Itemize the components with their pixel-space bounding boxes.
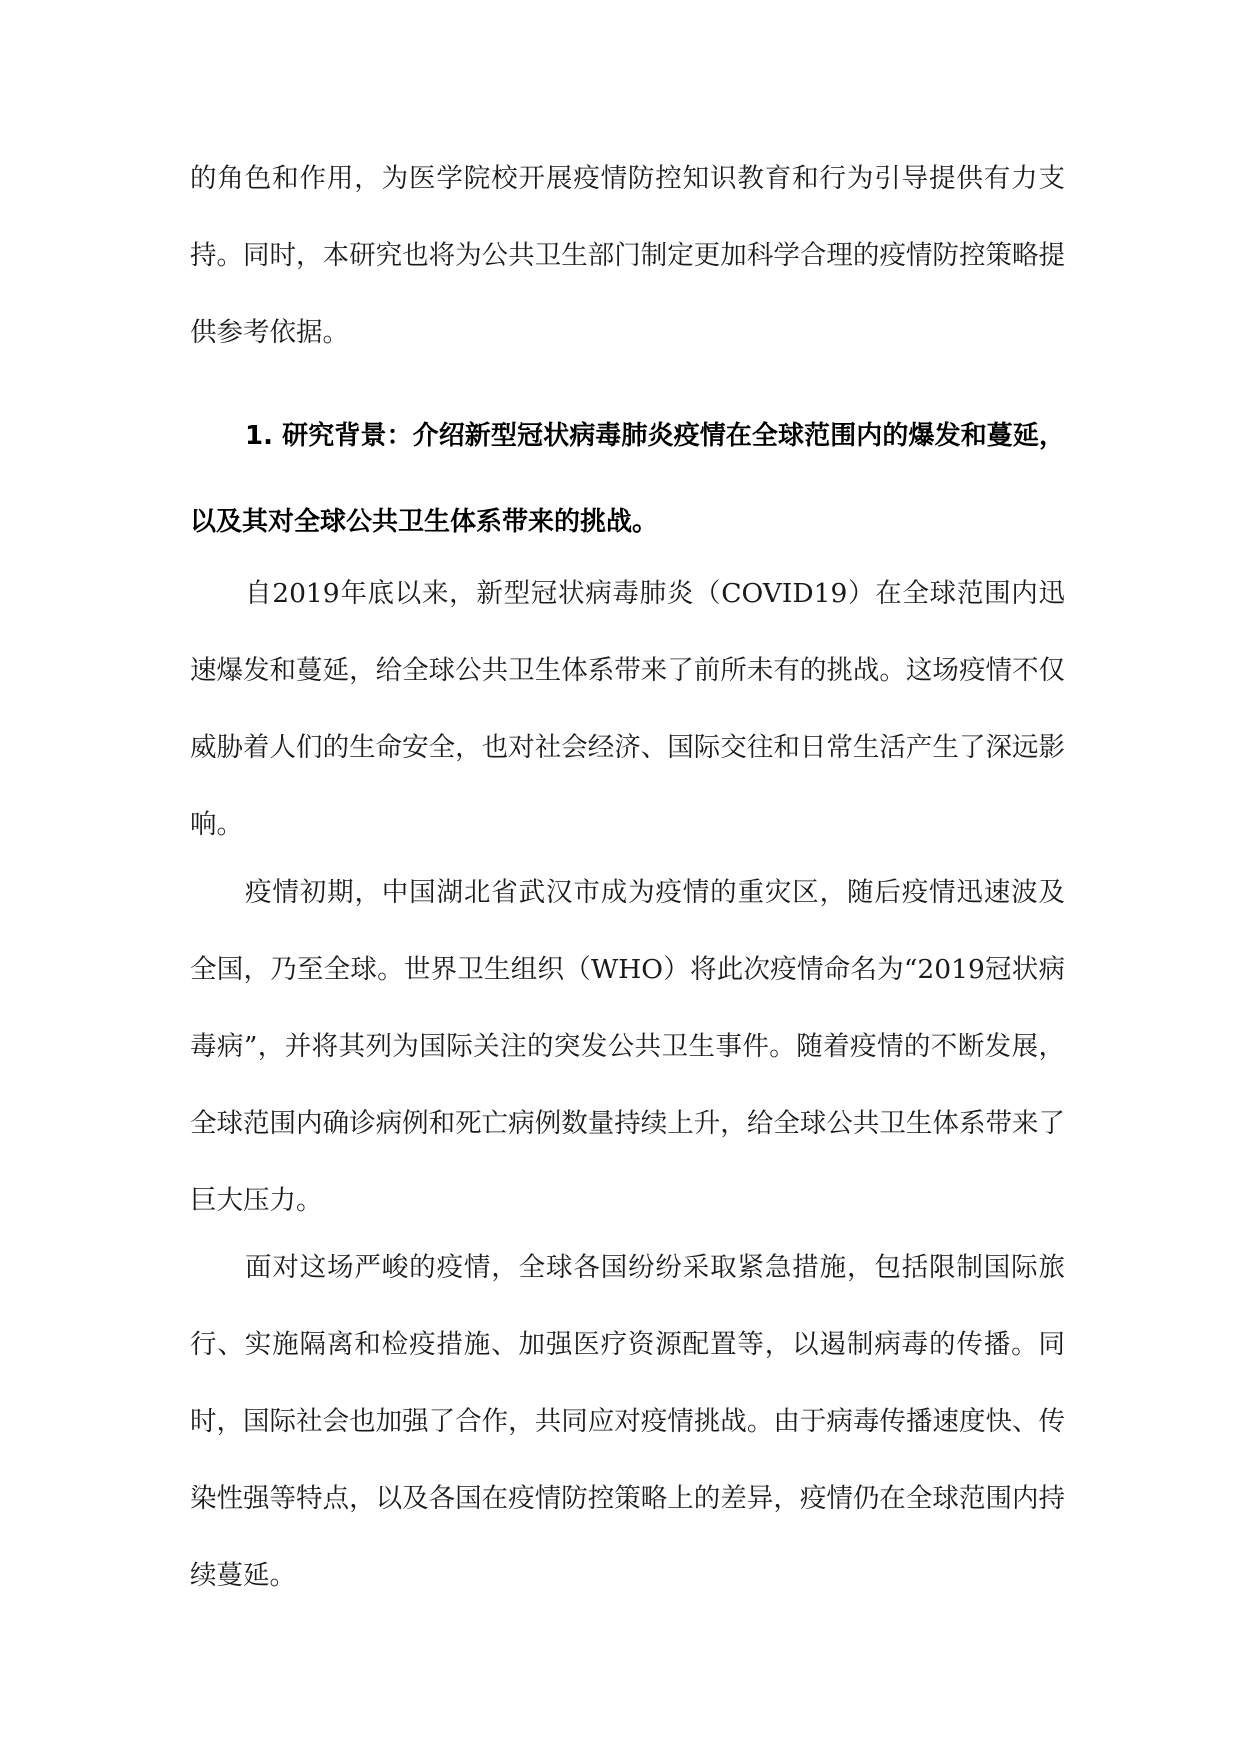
- body-paragraph: 自2019年底以来，新型冠状病毒肺炎（COVID19）在全球范围内迅速爆发和蔓延，给全球公共卫生体系带来了前所未有的挑战。这场疫情不仅威胁着人们的生命安全，也对社会经济、国际交往和日常生活产生了深远影响。: [190, 578, 1065, 840]
- intro-paragraph-continuation: 的角色和作用，为医学院校开展疫情防控知识教育和行为引导提供有力支持。同时，本研究也将为公共卫生部门制定更加科学合理的疫情防控策略提供参考依据。: [190, 163, 1065, 348]
- body-paragraph: 面对这场严峻的疫情，全球各国纷纷采取紧急措施，包括限制国际旅行、实施隔离和检疫措施、加强医疗资源配置等，以遏制病毒的传播。同时，国际社会也加强了合作，共同应对疫情挑战。由于病毒传播速度快、传染性强等特点，以及各国在疫情防控策略上的差异，疫情仍在全球范围内持续蔓延。: [190, 1252, 1065, 1591]
- section-heading: 1. 研究背景：介绍新型冠状病毒肺炎疫情在全球范围内的爆发和蔓延，以及其对全球公共卫生体系带来的挑战。: [190, 421, 1065, 537]
- body-paragraph: 疫情初期，中国湖北省武汉市成为疫情的重灾区，随后疫情迅速波及全国，乃至全球。世界卫生组织（WHO）将此次疫情命名为“2019冠状病毒病”，并将其列为国际关注的突发公共卫生事件。随着疫情的不断发展，全球范围内确诊病例和死亡病例数量持续上升，给全球公共卫生体系带来了巨大压力。: [190, 877, 1065, 1216]
